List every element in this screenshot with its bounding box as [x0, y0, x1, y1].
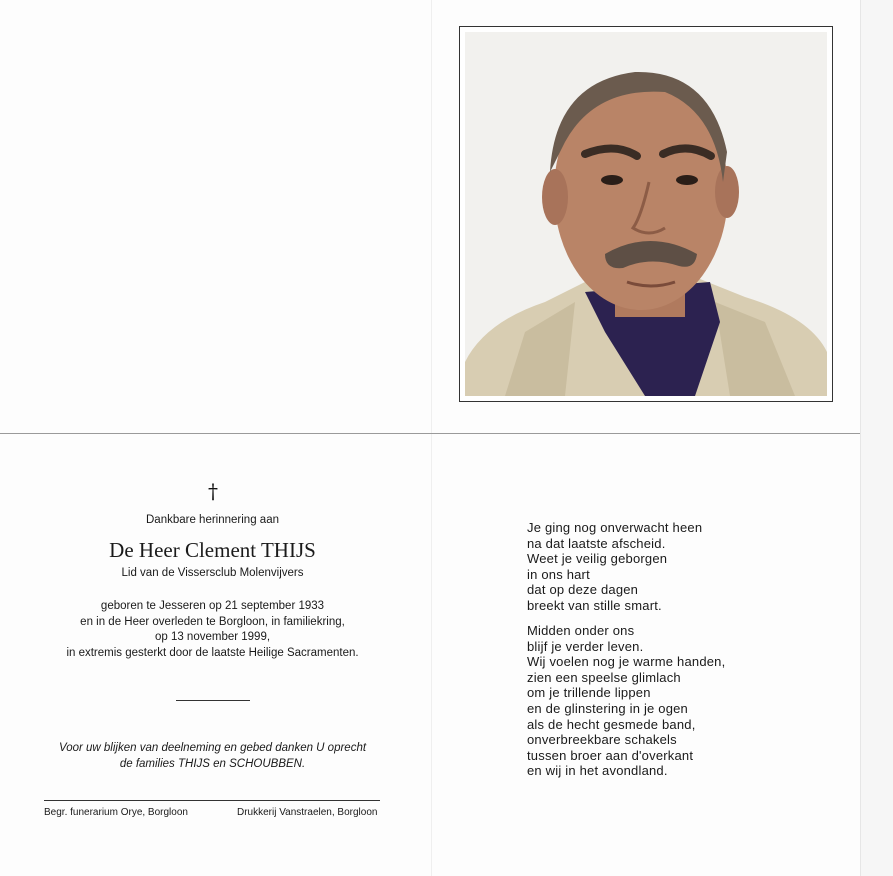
poem-line: zien een speelse glimlach	[527, 669, 681, 685]
deceased-name: De Heer Clement THIJS	[109, 538, 316, 562]
poem-line: breekt van stille smart.	[527, 597, 662, 613]
poem-line: onverbreekbare schakels	[527, 732, 677, 748]
poem-stanza-1	[527, 520, 702, 614]
thanks-line: de families THIJS en SCHOUBBEN.	[119, 758, 306, 770]
membership-text: Lid van de Vissersclub Molenvijvers	[121, 567, 304, 579]
portrait-frame	[459, 26, 833, 402]
footer-rule	[44, 800, 380, 801]
poem-line: in ons hart	[527, 566, 590, 582]
intro-text: Dankbare herinnering aan	[146, 514, 279, 526]
funeral-home: Begr. funerarium Orye, Borgloon	[44, 807, 188, 818]
thanks-text	[40, 740, 385, 772]
poem-stanza-2	[527, 623, 725, 779]
portrait-illustration	[465, 32, 827, 396]
poem-line: Wij voelen nog je warme handen,	[527, 654, 726, 670]
poem-line: als de hecht gesmede band,	[527, 716, 696, 732]
portrait-photo	[465, 32, 827, 396]
poem-line: na dat laatste afscheid.	[527, 535, 666, 551]
cross-symbol: †	[208, 479, 218, 503]
poem-line: blijf je verder leven.	[527, 638, 644, 654]
poem-line: en de glinstering in je ogen	[527, 700, 688, 716]
biography	[40, 599, 385, 661]
poem-line: dat op deze dagen	[527, 582, 639, 598]
poem-line: Je ging nog onverwacht heen	[527, 520, 703, 535]
poem-line: Midden onder ons	[527, 623, 635, 638]
printer-credit: Drukkerij Vanstraelen, Borgloon	[237, 807, 378, 818]
poem-line: en wij in het avondland.	[527, 763, 668, 779]
bio-line: op 13 november 1999,	[154, 631, 271, 643]
thanks-line: Voor uw blijken van deelneming en gebed danken U oprecht	[58, 742, 367, 754]
poem-line: tussen broer aan d'overkant	[527, 747, 694, 763]
poem-line: om je trillende lippen	[527, 685, 651, 701]
bio-line: geboren te Jesseren op 21 september 1933	[100, 600, 325, 612]
bio-line: in extremis gesterkt door de laatste Heilige Sacramenten.	[66, 646, 359, 659]
vertical-fold	[431, 0, 432, 876]
divider-line	[176, 700, 250, 701]
card-edge	[860, 0, 893, 876]
poem-line: Weet je veilig geborgen	[527, 551, 668, 567]
bio-line: en in de Heer overleden te Borgloon, in familiekring,	[80, 615, 345, 628]
horizontal-fold	[0, 433, 860, 434]
